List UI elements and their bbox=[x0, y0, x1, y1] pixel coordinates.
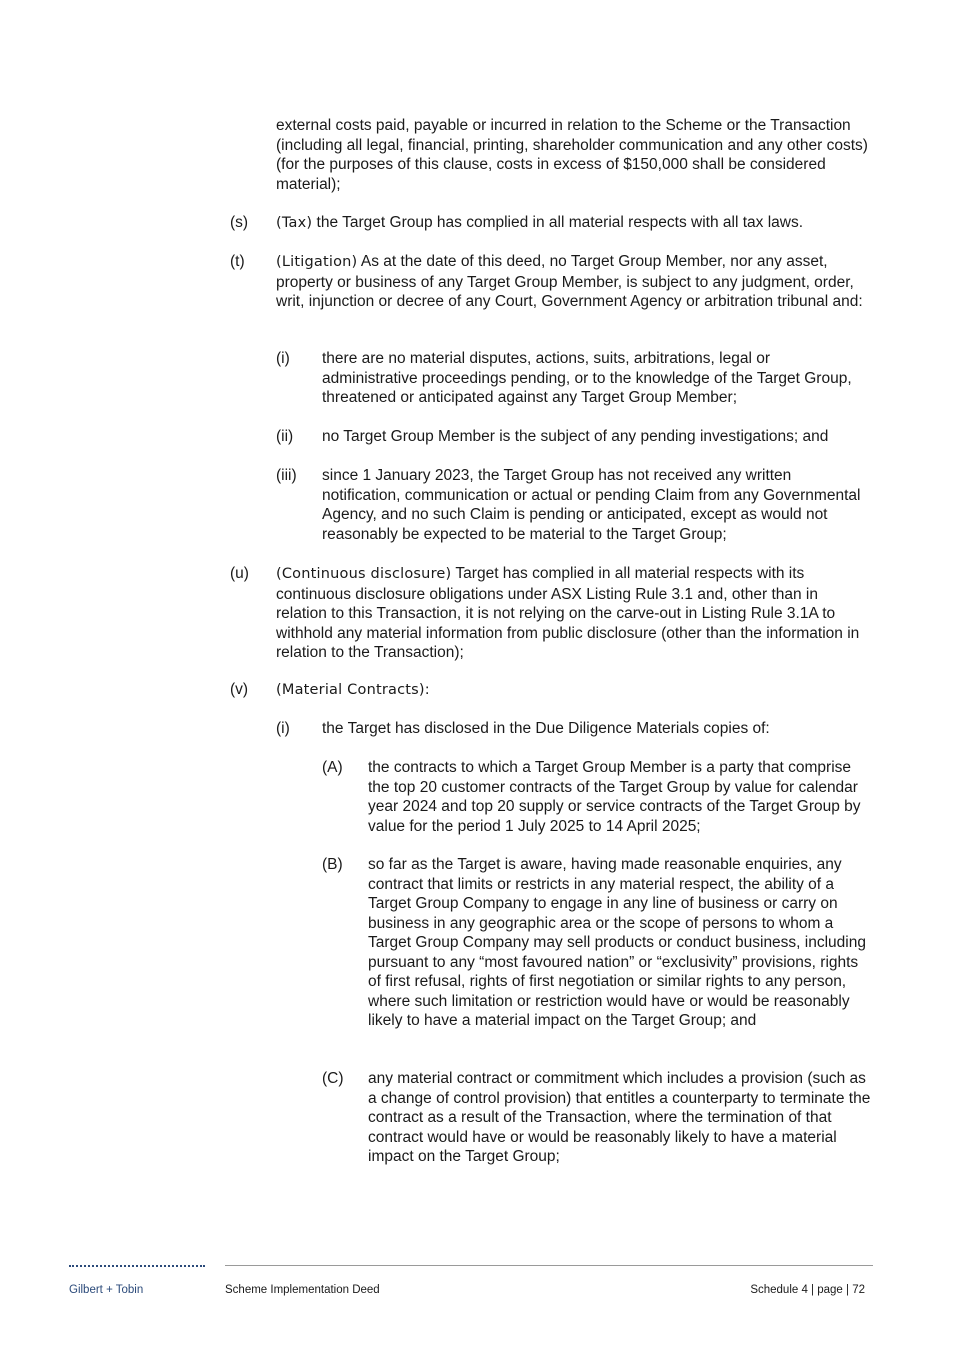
footer-document-title: Scheme Implementation Deed bbox=[225, 1284, 380, 1296]
clause-v-a-label: (A) bbox=[322, 759, 343, 776]
clause-s-text: the Target Group has complied in all material respects with all tax laws. bbox=[312, 214, 804, 231]
clause-v-b-text: so far as the Target is aware, having made reasonable enquiries, any contract that limits or restricts in any material respect, the ability of a Target Group Company to engage in any line of business or carry on business in any geographic area or the scope of persons to whom a Target Group Company may sell products or conduct business, including pursuant to any “most favoured nation” or “exclusivity” provisions, rights of first refusal, rights of first negotiation or similar rights to any person, where such limitation or restriction would have or would be reasonably likely to have a material impact on the Target Group; and bbox=[368, 856, 866, 1029]
clause-t bbox=[276, 252, 872, 312]
clause-u-label: (u) bbox=[230, 565, 249, 582]
clause-t-ii-label: (ii) bbox=[276, 428, 294, 445]
footer-firm-name: Gilbert + Tobin bbox=[69, 1284, 144, 1296]
clause-v bbox=[276, 680, 872, 701]
clause-s bbox=[276, 213, 872, 234]
footer-page-number: Schedule 4 | page | 72 bbox=[750, 1284, 865, 1296]
clause-v-heading: (Material Contracts): bbox=[276, 682, 430, 698]
clause-s-heading: (Tax) bbox=[276, 215, 313, 231]
clause-t-iii-text: since 1 January 2023, the Target Group has not received any written notification, communication or actual or pending Claim from any Governmental Agency, and no such Claim is pending or anticipated, except as would not reasonably be expected to be material to the Target Group; bbox=[322, 467, 861, 543]
clause-t-ii-text: no Target Group Member is the subject of any pending investigations; and bbox=[322, 428, 829, 445]
clause-u-text: Target has complied in all material respects with its continuous disclosure obligations under ASX Listing Rule 3.1 and, other than in relation to this Transaction, it is not relying on the carve-out in Listing Rule 3.1A to withhold any material information from public disclosure (other than the information in relation to the Transaction); bbox=[276, 565, 860, 661]
clause-t-i-label: (i) bbox=[276, 350, 290, 367]
clause-v-i-label: (i) bbox=[276, 720, 290, 737]
clause-v-c-text: any material contract or commitment which includes a provision (such as a change of control provision) that entitles a counterparty to terminate the contract as a result of the Transaction, where the termination of that contract would have or would be reasonably likely to have a material impact on the Target Group; bbox=[368, 1070, 871, 1165]
continuation-paragraph: external costs paid, payable or incurred in relation to the Scheme or the Transaction (including all legal, financial, printing, shareholder communication and any other costs) (for the purposes of this clause, costs in excess of $150,000 shall be considered material); bbox=[276, 117, 868, 193]
clause-t-iii-label: (iii) bbox=[276, 467, 297, 484]
clause-u bbox=[276, 564, 872, 663]
clause-t-text: As at the date of this deed, no Target Group Member, nor any asset, property or business of any Target Group Member, is subject to any judgment, order, writ, injunction or decree of any Court, Government Agency or arbitration tribunal and: bbox=[276, 253, 863, 310]
clause-v-b-label: (B) bbox=[322, 856, 343, 873]
clause-v-label: (v) bbox=[230, 681, 249, 698]
clause-v-a-text: the contracts to which a Target Group Member is a party that comprise the top 20 customer contracts of the Target Group by value for calendar year 2024 and top 20 supply or service contracts of the Target Group by value for the period 1 July 2025 to 14 April 2025; bbox=[368, 759, 861, 835]
clause-v-c-label: (C) bbox=[322, 1070, 344, 1087]
clause-t-heading: (Litigation) bbox=[276, 254, 358, 270]
footer-rule bbox=[225, 1265, 873, 1266]
clause-t-label: (t) bbox=[230, 253, 245, 270]
clause-s-label: (s) bbox=[230, 214, 249, 231]
clause-v-i-text: the Target has disclosed in the Due Diligence Materials copies of: bbox=[322, 720, 770, 737]
footer-dotted-rule bbox=[69, 1265, 205, 1267]
clause-u-heading: (Continuous disclosure) bbox=[276, 566, 452, 582]
clause-t-i-text: there are no material disputes, actions, suits, arbitrations, legal or administrative proceedings pending, or to the knowledge of the Target Group, threatened or anticipated against any Target Group Member; bbox=[322, 350, 852, 406]
